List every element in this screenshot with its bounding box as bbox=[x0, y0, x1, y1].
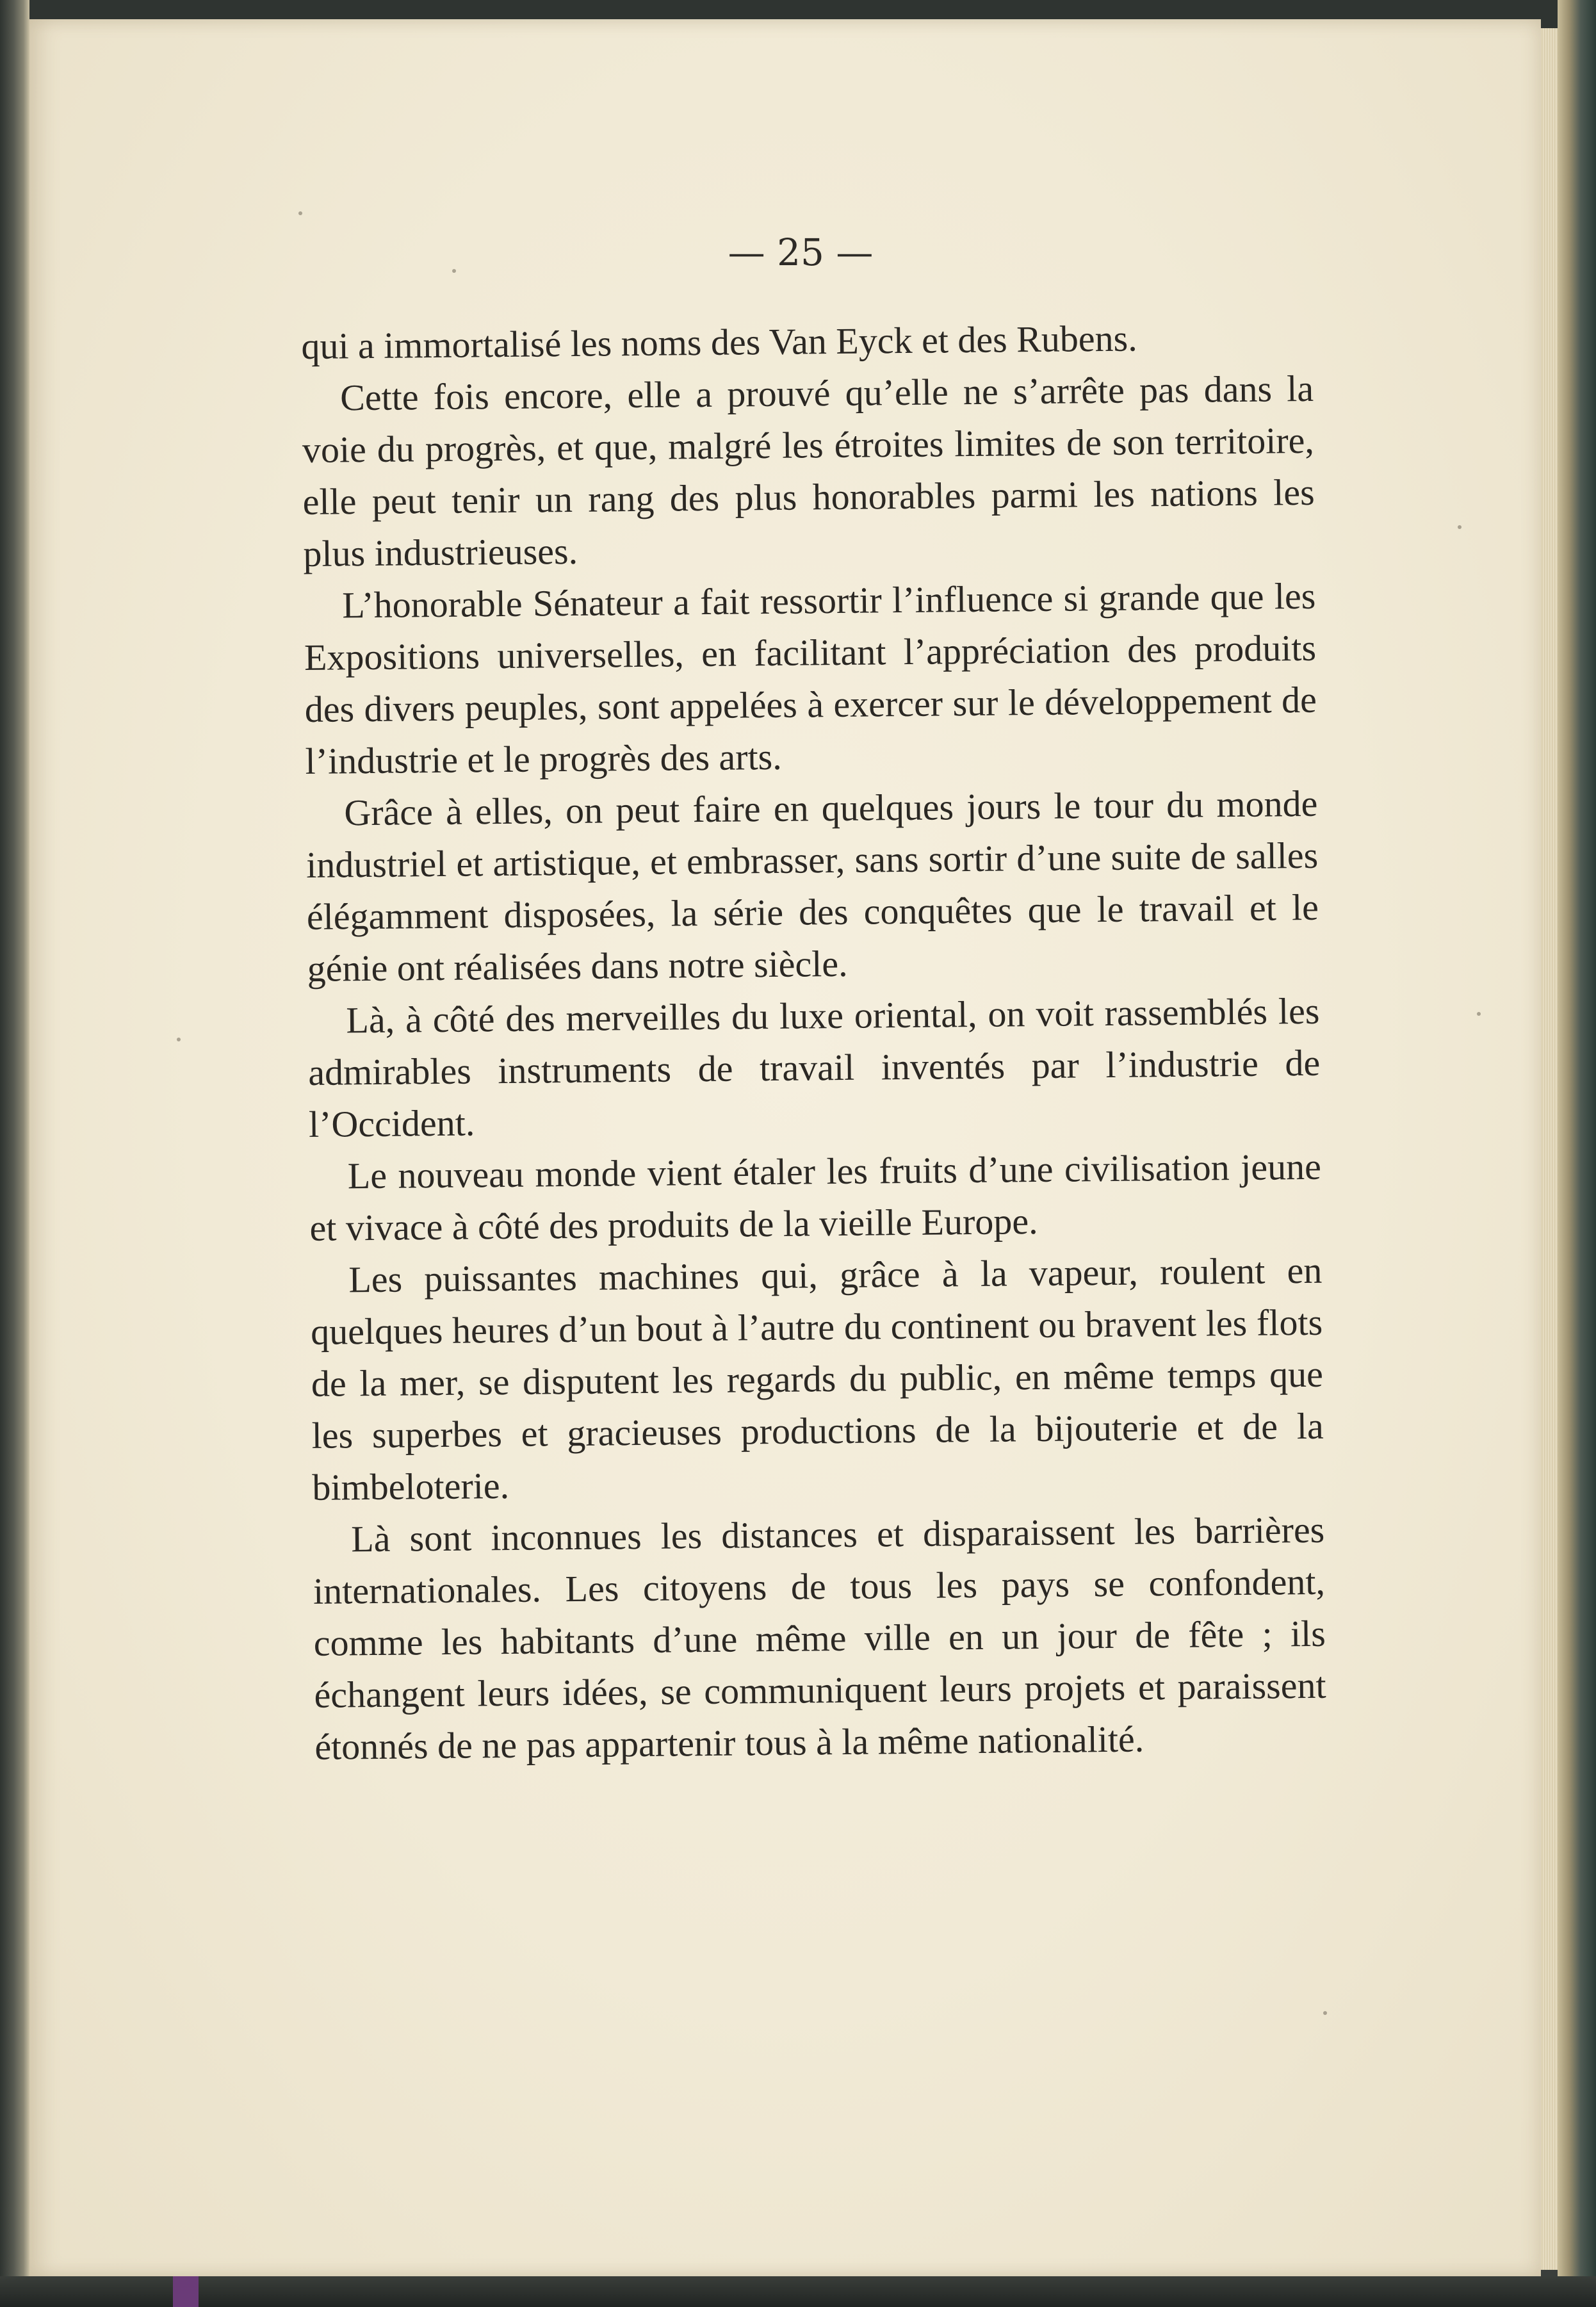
body-text bbox=[301, 311, 1327, 1773]
paper-speck bbox=[1477, 1012, 1481, 1016]
page-number: — 25 — bbox=[728, 231, 874, 274]
paragraph: Grâce à elles, on peut faire en quelques jours le tour du monde industriel et artistique, et embrasser, sans sortir d’une suite de salles élégamment disposées, la série des conquêtes que le travail et le génie ont réalisées dans notre siècle. bbox=[305, 782, 1319, 990]
paragraph: Les puissantes machines qui, grâce à la vapeur, roulent en quelques heures d’un bout à l’autre du continent ou bravent les flots de la mer, se disputent les regards du public, en même temps que les superbes et gracieuses productions de la bijouterie et de la bimbeloterie. bbox=[310, 1249, 1324, 1508]
page-edges bbox=[1541, 28, 1558, 2270]
paragraph: qui a immortalisé les noms des Van Eyck et des Rubens. bbox=[301, 317, 1137, 367]
paragraph: Là, à côté des merveilles du luxe oriental, on voit rassemblés les admirables instruments de travail inventés par l’industrie de l’Occident. bbox=[307, 990, 1321, 1145]
book-bottom-edge bbox=[0, 2276, 1596, 2307]
book-cover-edge-right bbox=[1558, 0, 1596, 2307]
paper-speck bbox=[452, 269, 456, 273]
paragraph: Cette fois encore, elle a prouvé qu’elle ne s’arrête pas dans la voie du progrès, et que, malgré les étroites limites de son territoire, elle peut tenir un rang des plus honorables parmi les nations les plus industrieuses. bbox=[302, 367, 1315, 575]
paragraph: L’honorable Sénateur a fait ressortir l’influence si grande que les Expositions universelles, en facilitant l’appréciation des produits des divers peuples, sont appelées à exercer sur le développement de l’industrie et le progrès des arts. bbox=[304, 575, 1317, 782]
paper-speck bbox=[177, 1038, 181, 1041]
paragraph: Le nouveau monde vient étaler les fruits d’une civilisation jeune et vivace à côté des produits de la vieille Europe. bbox=[309, 1145, 1322, 1249]
paper-speck bbox=[1323, 2011, 1327, 2015]
book-spine-left bbox=[0, 0, 29, 2307]
bookmark-ribbon bbox=[173, 2276, 199, 2307]
paper-speck bbox=[1458, 525, 1462, 529]
paragraph: Là sont inconnues les distances et disparaissent les barrières internationales. Les citoyens de tous les pays se confondent, comme les habitants d’une même ville en un jour de fête ; ils échangent leurs idées, se communiquent leurs projets et paraissent étonnés de ne pas appartenir tous à la même nationalité. bbox=[313, 1508, 1326, 1768]
paper-speck bbox=[298, 211, 302, 215]
